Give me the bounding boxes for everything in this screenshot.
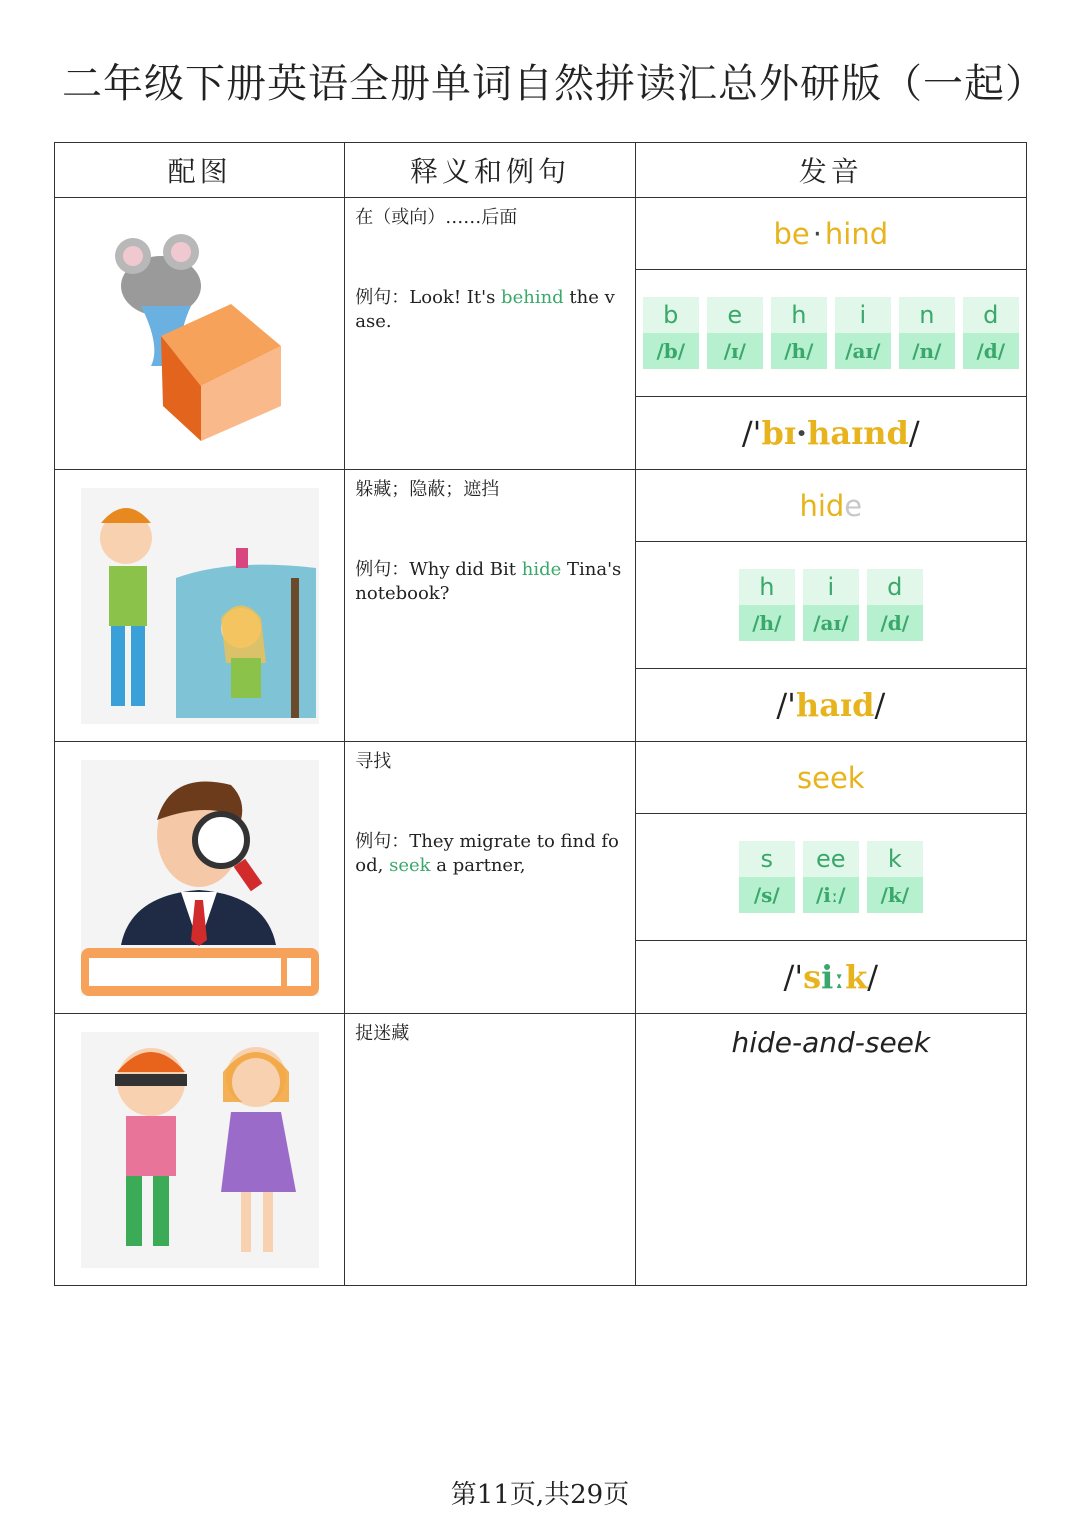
pronunciation-cell [635,1014,1026,1286]
phonics-tile [803,841,859,913]
ipa-open: /' [776,686,796,724]
phonics-tile [803,569,859,641]
syllable-word [636,198,1026,270]
phonics-tile [963,297,1019,369]
syllable-1: be [773,216,810,251]
picture-cell [55,742,345,1014]
tile-ipa: /h/ [739,605,795,641]
table-row [55,742,1027,1014]
tile-ipa: /n/ [899,333,955,369]
example-prefix: 例句：They migrate to find food, [355,831,619,876]
phonics-tile [867,569,923,641]
table-row [55,470,1027,742]
example-keyword: behind [501,287,564,308]
example-suffix: the vase. [355,287,615,332]
example-sentence [345,502,634,606]
syllable-dot: · [812,216,822,251]
vocabulary-table [54,142,1027,1286]
syllable-2: hind [824,216,889,251]
example-prefix: 例句：Why did Bit [355,559,522,580]
tile-ipa: /ɪ/ [707,333,763,369]
ipa-part: k [845,958,868,996]
page-title: 二年级下册英语全册单词自然拼读汇总外研版（一起） [62,61,1046,107]
meaning-text: 在（或向）……后面 [355,207,518,228]
example-keyword: seek [389,855,431,876]
header-meaning: 释义和例句 [345,143,635,198]
phonics-tile [835,297,891,369]
page-footer: 第11页,共29页 [450,1480,630,1510]
phonics-tiles [636,542,1026,669]
meaning-cell [345,742,635,1014]
phonics-tile [739,569,795,641]
tile-ipa: /h/ [771,333,827,369]
table-row [55,1014,1027,1286]
syllable-word [636,470,1026,542]
picture-cell [55,470,345,742]
table-header-row [55,143,1027,198]
tile-ipa: /s/ [739,877,795,913]
tile-ipa: /d/ [963,333,1019,369]
phonics-tiles [636,270,1026,397]
phonics-tile [867,841,923,913]
ipa-part: s [803,958,822,996]
mouse-behind-box-illustration [81,216,319,452]
blindfold-game-illustration [81,1032,319,1268]
example-keyword: hide [521,559,562,580]
tile-ipa: /aɪ/ [835,333,891,369]
tile-ipa: /b/ [643,333,699,369]
ipa-open: /' [741,414,762,452]
tile-letter: i [859,301,867,329]
tile-ipa: /iː/ [803,877,859,913]
tile-letter: ee [816,845,846,873]
ipa-part: bɪ [761,414,796,452]
tile-letter: n [919,301,935,329]
table-row [55,198,1027,470]
example-sentence [345,774,634,878]
ipa-part: haɪ [795,686,853,724]
header-pronunciation: 发音 [635,143,1026,198]
phonics-tile [707,297,763,369]
ipa-close: / [867,958,879,996]
tile-ipa: /aɪ/ [803,605,859,641]
tile-letter: i [827,573,835,601]
pronunciation-cell [635,742,1026,1014]
tile-letter: d [983,301,999,329]
example-prefix: 例句：Look! It's [355,287,502,308]
syllable-1: hid [799,488,845,523]
syllable-word [636,742,1026,814]
man-magnifying-glass-illustration [81,760,319,996]
syllable-1: seek [797,760,865,795]
silent-letter: e [844,488,863,523]
picture-cell [55,1014,345,1286]
meaning-cell [345,198,635,470]
ipa-part: haɪnd [807,414,909,452]
tile-ipa: /d/ [867,605,923,641]
phonics-tile [643,297,699,369]
tile-letter: k [887,845,902,873]
tile-letter: h [759,573,775,601]
picture-cell [55,198,345,470]
phonics-tile [899,297,955,369]
phonics-tile [739,841,795,913]
pronunciation-cell [635,470,1026,742]
pronunciation-cell [635,198,1026,470]
ipa-transcription [636,397,1026,469]
ipa-transcription [636,941,1026,1013]
tile-letter: b [663,301,679,329]
example-suffix: a partner, [430,855,526,876]
example-sentence [345,230,634,334]
phrase-text: hide-and-seek [731,1026,931,1059]
example-suffix: Tina's notebook? [355,559,622,604]
tile-letter: h [791,301,807,329]
phonics-tile [771,297,827,369]
meaning-cell [345,470,635,742]
ipa-transcription [636,669,1026,741]
header-picture: 配图 [55,143,345,198]
meaning-text: 捉迷藏 [355,1023,410,1044]
meaning-text: 躲藏；隐蔽；遮挡 [355,479,500,500]
ipa-open: /' [783,958,804,996]
meaning-cell [345,1014,635,1286]
children-hiding-illustration [81,488,319,724]
ipa-part: d [852,686,875,724]
tile-letter: e [727,301,743,329]
phonics-tiles [636,814,1026,941]
ipa-dot: · [795,414,808,452]
tile-ipa: /k/ [867,877,923,913]
meaning-text: 寻找 [355,751,392,772]
tile-letter: d [887,573,903,601]
ipa-part: iː [821,958,846,996]
ipa-close: / [908,414,920,452]
tile-letter: s [760,845,774,873]
ipa-close: / [874,686,886,724]
